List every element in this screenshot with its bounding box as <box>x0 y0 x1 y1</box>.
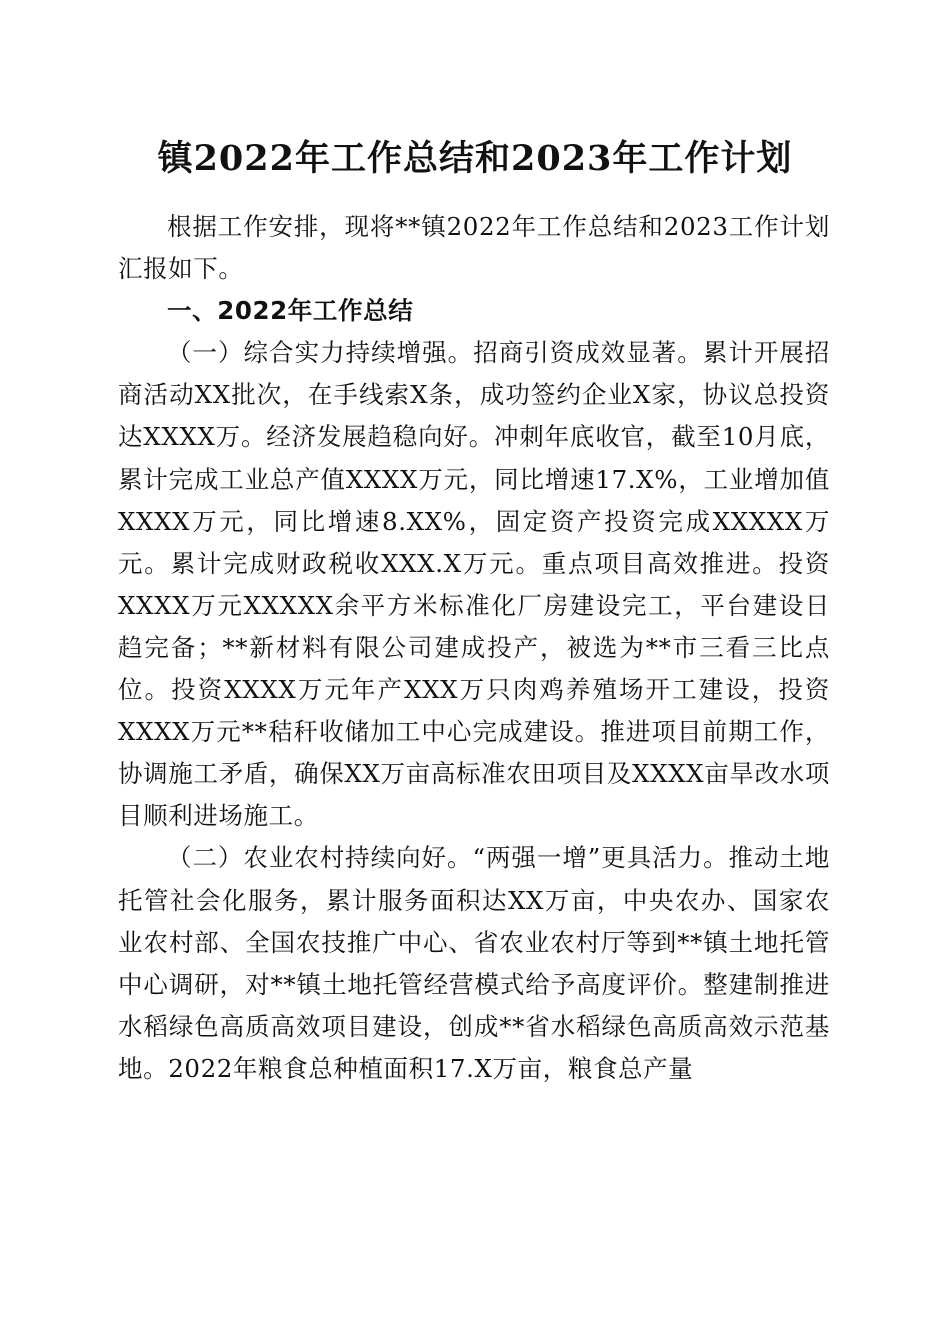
paragraph-economy-lead: （一）综合实力持续增强。 <box>167 338 474 368</box>
document-body <box>118 206 830 1090</box>
intro-paragraph: 根据工作安排，现将**镇2022年工作总结和2023工作计划汇报如下。 <box>118 212 830 284</box>
paragraph-agriculture <box>118 837 830 1090</box>
paragraph-economy-body: 招商引资成效显著。累计开展招商活动XX批次，在手线索X条，成功签约企业X家，协议总投资达XXXX万。经济发展趋稳向好。冲刺年底收官，截至10月底，累计完成工业总产值XXXX万元，同比增速17.X%，工业增加值XXXX万元，同比增速8.XX%，固定资产投资完成XXXXX万元。累计完成财政税收XXX.X万元。重点项目高效推进。投资XXXX万元XXXXX余平方米标准化厂房建设完工，平台建设日趋完备；**新材料有限公司建成投产，被选为**市三看三比点位。投资XXXX万元年产XXX万只肉鸡养殖场开工建设，投资XXXX万元**秸秆收储加工中心完成建设。推进项目前期工作，协调施工矛盾，确保XX万亩高标准农田项目及XXXX亩旱改水项目顺利进场施工。 <box>118 338 830 831</box>
section-heading-summary: 一、2022年工作总结 <box>167 296 414 326</box>
paragraph-agriculture-lead: （二）农业农村持续向好。 <box>167 843 473 873</box>
document-title: 镇2022年工作总结和2023年工作计划 <box>157 138 793 179</box>
paragraph-agriculture-body: “两强一增”更具活力。推动土地托管社会化服务，累计服务面积达XX万亩，中央农办、国家农业农村部、全国农技推广中心、省农业农村厅等到**镇土地托管中心调研，对**镇土地托管经营模式给予高度评价。整建制推进水稻绿色高质高效项目建设，创成**省水稻绿色高质高效示范基地。2022年粮食总种植面积17.X万亩，粮食总产量 <box>118 843 830 1083</box>
paragraph-economy <box>118 332 830 837</box>
